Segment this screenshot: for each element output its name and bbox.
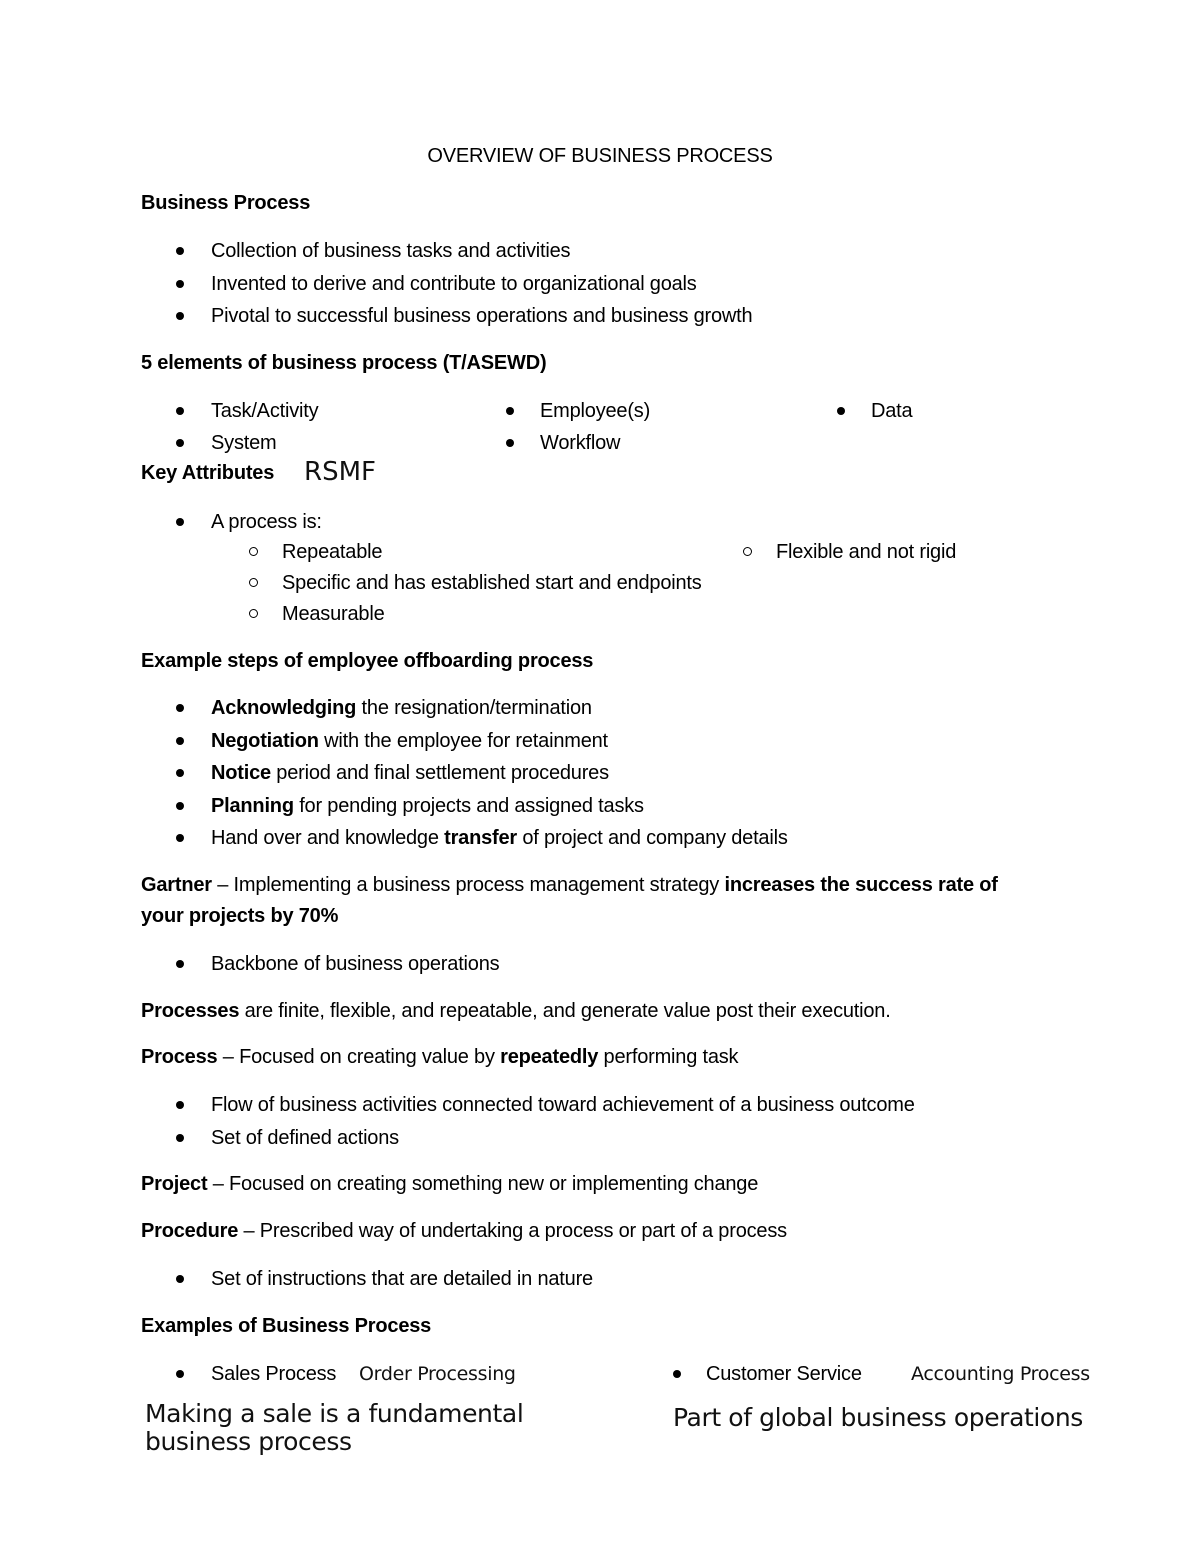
bullet-icon [176,407,184,415]
bullet-icon [176,247,184,255]
note-sales-line2: business process [145,1427,352,1456]
bullet-icon [176,704,184,712]
list-item: Negotiation with the employee for retainment [211,730,608,752]
bullet-icon [176,737,184,745]
project-definition: Project – Focused on creating something new or implementing change [141,1173,759,1195]
bullet-icon [176,1134,184,1142]
list-item: Hand over and knowledge transfer of project and company details [211,827,788,849]
circle-bullet-icon [249,609,258,618]
bullet-icon [176,1275,184,1283]
bullet-icon [176,1370,184,1378]
list-item: Acknowledging the resignation/termination [211,697,592,719]
circle-bullet-icon [743,547,752,556]
handwritten-note-rsmf: RSMF [304,457,376,487]
list-item: Planning for pending projects and assigned tasks [211,795,644,817]
examples-heading: Examples of Business Process [141,1315,432,1337]
circle-bullet-icon [249,578,258,587]
handwritten-note-order-processing: Order Processing [359,1363,516,1385]
circle-bullet-icon [249,547,258,556]
procedure-definition: Procedure – Prescribed way of undertaking a process or part of a process [141,1220,787,1242]
key-attributes-heading: Key Attributes [141,462,275,484]
list-item: Task/Activity [211,400,319,422]
gartner-paragraph-line2: your projects by 70% [141,905,339,927]
list-item: System [211,432,277,454]
bullet-icon [506,407,514,415]
bullet-icon [673,1370,681,1378]
list-item: Customer Service [706,1363,862,1385]
elements-heading: 5 elements of business process (T/ASEWD) [141,352,547,374]
bullet-icon [176,960,184,968]
bullet-icon [176,834,184,842]
bullet-icon [506,439,514,447]
offboarding-heading: Example steps of employee offboarding process [141,650,594,672]
sub-list-item: Repeatable [282,541,383,563]
list-item: Invented to derive and contribute to organizational goals [211,273,697,295]
list-item: Workflow [540,432,621,454]
sub-list-item: Flexible and not rigid [776,541,957,563]
processes-paragraph: Processes are finite, flexible, and repeatable, and generate value post their execution. [141,1000,891,1022]
gartner-paragraph: Gartner – Implementing a business process management strategy increases the success rate of [141,874,998,896]
list-item: Data [871,400,913,422]
handwritten-note-accounting-process: Accounting Process [911,1363,1090,1385]
bullet-icon [176,802,184,810]
list-item: Backbone of business operations [211,953,500,975]
list-item: Flow of business activities connected toward achievement of a business outcome [211,1094,915,1116]
list-item: Collection of business tasks and activities [211,240,571,262]
bullet-icon [176,312,184,320]
list-item: Pivotal to successful business operations and business growth [211,305,753,327]
note-customer-service: Part of global business operations [673,1403,1083,1432]
sub-list-item: Specific and has established start and endpoints [282,572,702,594]
process-definition: Process – Focused on creating value by repeatedly performing task [141,1046,739,1068]
bullet-icon [176,769,184,777]
business-process-heading: Business Process [141,192,311,214]
bullet-icon [837,407,845,415]
list-item: A process is: [211,511,322,533]
list-item: Sales Process [211,1363,337,1385]
sub-list-item: Measurable [282,603,385,625]
list-item: Set of instructions that are detailed in nature [211,1268,593,1290]
list-item: Notice period and final settlement procedures [211,762,609,784]
note-sales-line1: Making a sale is a fundamental [145,1399,524,1428]
list-item: Employee(s) [540,400,651,422]
page-title: OVERVIEW OF BUSINESS PROCESS [427,145,773,167]
list-item: Set of defined actions [211,1127,399,1149]
bullet-icon [176,518,184,526]
bullet-icon [176,439,184,447]
bullet-icon [176,1101,184,1109]
bullet-icon [176,280,184,288]
